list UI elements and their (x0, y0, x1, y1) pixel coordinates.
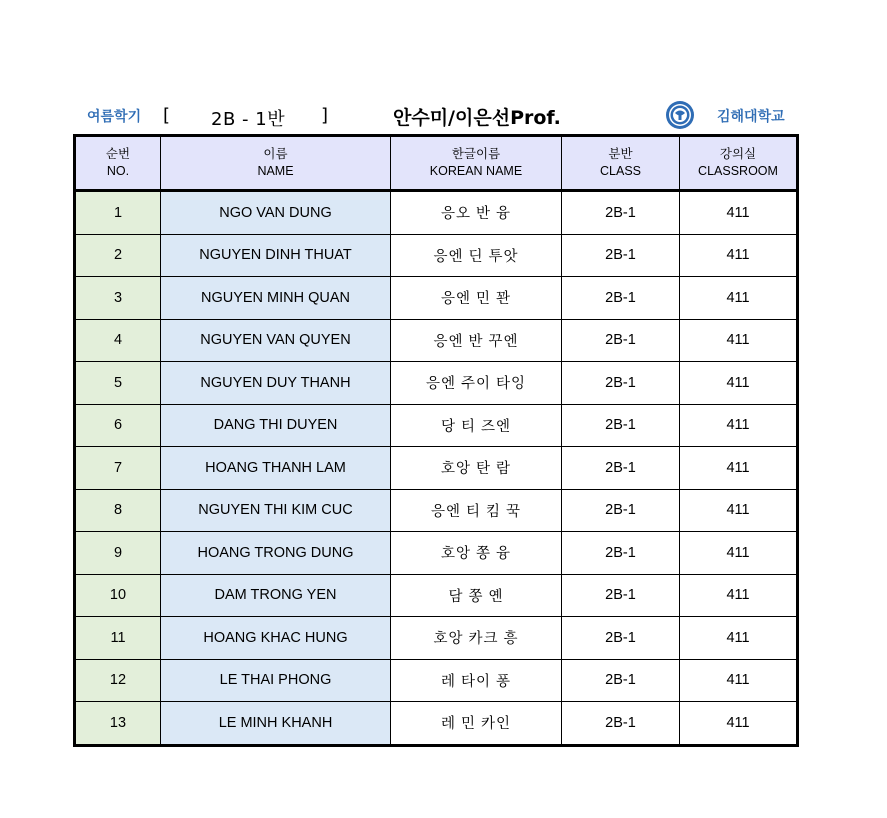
cell-class: 2B-1 (562, 659, 680, 702)
cell-korean-name: 응엔 반 꾸엔 (391, 319, 562, 362)
cell-name: HOANG TRONG DUNG (161, 532, 391, 575)
table-row (75, 191, 798, 235)
column-header-ko: 강의실 (719, 147, 757, 161)
student-roster-table (73, 134, 799, 747)
cell-classroom: 411 (680, 702, 798, 746)
cell-classroom: 411 (680, 617, 798, 660)
column-header-name (161, 136, 391, 191)
cell-korean-name: 응오 반 융 (391, 191, 562, 235)
table-row (75, 659, 798, 702)
cell-classroom: 411 (680, 532, 798, 575)
table-row (75, 234, 798, 277)
table-row (75, 702, 798, 746)
cell-no: 13 (75, 702, 161, 746)
column-header-ko: 순번 (105, 147, 131, 161)
cell-class: 2B-1 (562, 447, 680, 490)
cell-no: 4 (75, 319, 161, 362)
table-row (75, 277, 798, 320)
cell-class: 2B-1 (562, 191, 680, 235)
column-header-en: CLASSROOM (698, 164, 778, 178)
table-row (75, 319, 798, 362)
school-name: 김해대학교 (717, 109, 785, 125)
university-seal-icon (665, 100, 695, 130)
cell-name: DANG THI DUYEN (161, 404, 391, 447)
cell-classroom: 411 (680, 447, 798, 490)
column-header-en: NAME (257, 164, 294, 178)
cell-no: 1 (75, 191, 161, 235)
cell-no: 3 (75, 277, 161, 320)
cell-classroom: 411 (680, 234, 798, 277)
column-header-en: CLASS (600, 164, 641, 178)
cell-name: NGUYEN DINH THUAT (161, 234, 391, 277)
cell-class: 2B-1 (562, 234, 680, 277)
bracket-open: [ (163, 105, 171, 126)
cell-name: LE MINH KHANH (161, 702, 391, 746)
cell-no: 5 (75, 362, 161, 405)
cell-korean-name: 응엔 딘 투앗 (391, 234, 562, 277)
cell-no: 2 (75, 234, 161, 277)
cell-class: 2B-1 (562, 617, 680, 660)
cell-name: LE THAI PHONG (161, 659, 391, 702)
table-header-row (75, 136, 798, 191)
cell-name: NGUYEN DUY THANH (161, 362, 391, 405)
cell-classroom: 411 (680, 362, 798, 405)
cell-no: 7 (75, 447, 161, 490)
cell-korean-name: 호앙 탄 람 (391, 447, 562, 490)
cell-class: 2B-1 (562, 319, 680, 362)
column-header-ko: 이름 (263, 147, 288, 161)
cell-no: 12 (75, 659, 161, 702)
cell-classroom: 411 (680, 277, 798, 320)
column-header-ko: 한글이름 (451, 147, 501, 161)
cell-class: 2B-1 (562, 574, 680, 617)
cell-name: NGUYEN VAN QUYEN (161, 319, 391, 362)
cell-name: DAM TRONG YEN (161, 574, 391, 617)
table-row (75, 404, 798, 447)
cell-class: 2B-1 (562, 489, 680, 532)
professor-names: 안수미/이은선Prof. (393, 107, 561, 129)
column-header-en: NO. (106, 164, 130, 178)
cell-korean-name: 응엔 주이 타잉 (391, 362, 562, 405)
column-header-classroom (680, 136, 798, 191)
cell-no: 10 (75, 574, 161, 617)
cell-class: 2B-1 (562, 532, 680, 575)
cell-korean-name: 담 쫑 옌 (391, 574, 562, 617)
cell-class: 2B-1 (562, 404, 680, 447)
column-header-korean-name (391, 136, 562, 191)
cell-classroom: 411 (680, 574, 798, 617)
cell-korean-name: 응엔 민 꽌 (391, 277, 562, 320)
document-header (75, 100, 799, 130)
cell-no: 9 (75, 532, 161, 575)
cell-no: 8 (75, 489, 161, 532)
cell-class: 2B-1 (562, 277, 680, 320)
table-row (75, 532, 798, 575)
cell-classroom: 411 (680, 489, 798, 532)
bracket-close: ] (321, 105, 329, 126)
cell-korean-name: 당 티 즈엔 (391, 404, 562, 447)
table-row (75, 617, 798, 660)
cell-korean-name: 호앙 쫑 융 (391, 532, 562, 575)
column-header-en: KOREAN NAME (429, 164, 523, 178)
cell-korean-name: 레 민 카인 (391, 702, 562, 746)
column-header-class (562, 136, 680, 191)
cell-class: 2B-1 (562, 702, 680, 746)
cell-korean-name: 응엔 티 킴 꾹 (391, 489, 562, 532)
cell-korean-name: 호앙 카크 흥 (391, 617, 562, 660)
table-row (75, 489, 798, 532)
column-header-ko: 분반 (608, 147, 633, 161)
cell-classroom: 411 (680, 404, 798, 447)
term-label: 여름학기 (87, 109, 142, 125)
table-row (75, 362, 798, 405)
cell-name: NGO VAN DUNG (161, 191, 391, 235)
table-row (75, 447, 798, 490)
cell-name: NGUYEN THI KIM CUC (161, 489, 391, 532)
class-code: 2B - 1반 (211, 109, 286, 130)
cell-no: 6 (75, 404, 161, 447)
cell-class: 2B-1 (562, 362, 680, 405)
cell-name: HOANG KHAC HUNG (161, 617, 391, 660)
cell-classroom: 411 (680, 319, 798, 362)
cell-classroom: 411 (680, 191, 798, 235)
cell-name: NGUYEN MINH QUAN (161, 277, 391, 320)
cell-korean-name: 레 타이 퐁 (391, 659, 562, 702)
cell-no: 11 (75, 617, 161, 660)
cell-classroom: 411 (680, 659, 798, 702)
cell-name: HOANG THANH LAM (161, 447, 391, 490)
column-header-no (75, 136, 161, 191)
table-row (75, 574, 798, 617)
